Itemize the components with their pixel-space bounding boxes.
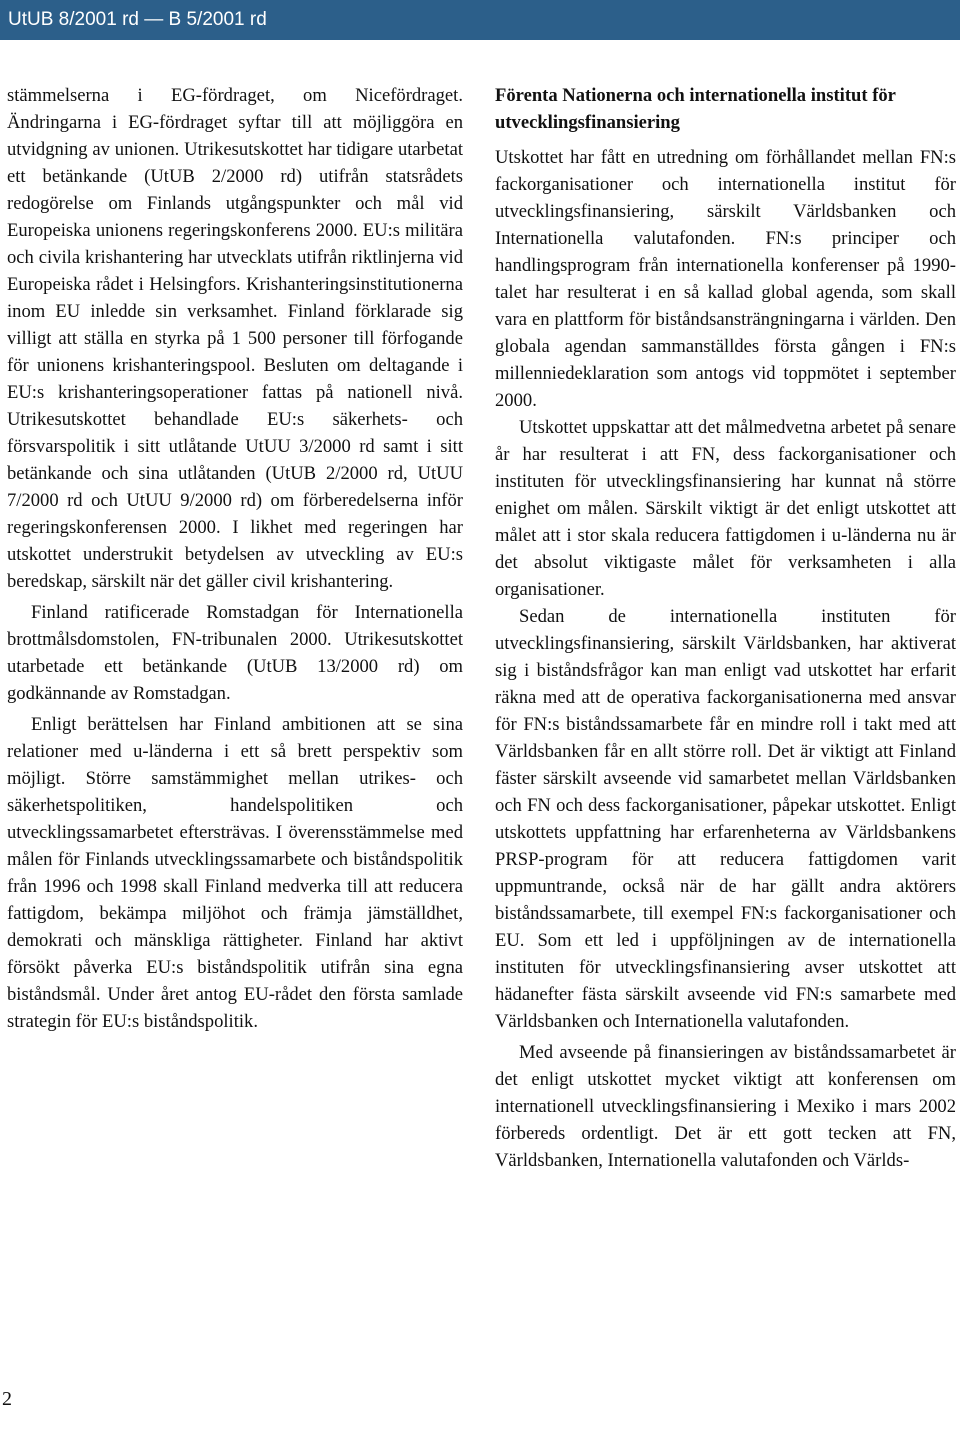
left-column — [7, 82, 463, 1035]
running-header — [0, 0, 960, 40]
paragraph: Enligt berättelsen har Finland ambitionen att se sina relationer med u-länderna i ett så brett perspektiv som möjligt. Större samstämmighet mellan utrikes- och säkerhetspolitiken, handelspolitiken och utvecklingssamarbetet eftersträvas. I överensstämmelse med målen för Finlands utvecklingssamarbete och biståndspolitik från 1996 och 1998 skall Finland medverka till att reducera fattigdom, bekämpa miljöhot och främja jämställdhet, demokrati och mänskliga rättigheter. Finland har aktivt försökt påverka EU:s biståndspolitik utifrån sina egna biståndsmål. Under året antog EU-rådet den första samlade strategin för EU:s biståndspolitik. — [7, 714, 463, 1032]
paragraph: Sedan de internationella instituten för utvecklingsfinansiering, särskilt Världsbanken, har aktiverat sig i biståndsfrågor kan man enligt vad utskottet har erfarit räkna med att de operativa fackorganisationerna med ansvar för FN:s biståndssamarbete får en mindre roll i takt med att Världsbanken får en allt större roll. Det är viktigt att Finland fäster särskilt avseende vid samarbetet mellan Världsbanken och FN och dess fackorganisationer, påpekar utskottet. Enligt utskottets uppfattning har erfarenheterna av Världsbankens PRSP-program för att reducera fattigdomen varit uppmuntrande, också när de har gällt andra aktörers biståndssamarbete, till exempel FN:s fackorganisationer och EU. Som ett led i uppföljningen av de internationella instituten för utvecklingsfinansiering avser utskottet att hädanefter fästa särskilt avseende vid FN:s samarbete med Världsbanken och Internationella valutafonden. — [495, 606, 956, 1032]
right-column — [495, 82, 956, 1174]
header-title: UtUB 8/2001 rd — B 5/2001 rd — [8, 9, 267, 30]
paragraph: Med avseende på finansieringen av biståndssamarbetet är det enligt utskottet mycket viktigt att konferensen om internationell utvecklingsfinansiering i Mexiko i mars 2002 förbereds ordentligt. Det är ett gott tecken att FN, Världsbanken, Internationella valutafonden och Världs- — [495, 1042, 956, 1171]
paragraph: stämmelserna i EG-fördraget, om Nicefördraget. Ändringarna i EG-fördraget syftar till att möjliggöra en utvidgning av unionen. Utrikesutskottet har tidigare utarbetat ett betänkande (UtUB 2/2000 rd) utifrån statsrådets redogörelse om Finlands utgångspunkter och mål vid Europeiska unionens regeringskonferens 2000. EU:s militära och civila krishantering har utvecklats utifrån riktlinjerna vid Europeiska rådet i Helsingfors. Krishanteringsinstitutionerna inom EU inledde sin verksamhet. Finland förklarade sig villigt att ställa en styrka på 1 500 personer till förfogande för unionens krishanteringspool. Besluten om deltagande i EU:s krishanteringsoperationer fattas på nationell nivå. Utrikesutskottet behandlade EU:s säkerhets- och försvarspolitik i sitt utlåtande UtUU 3/2000 rd samt i sitt betänkande och sina utlåtanden (UtUB 2/2000 rd, UtUU 7/2000 rd och UtUU 9/2000 rd) om förberedelserna inför regeringskonferensen 2000. I likhet med regeringen har utskottet understrukit betydelsen av utveckling av EU:s beredskap, särskilt när det gäller civil krishantering. — [7, 85, 463, 592]
paragraph: Finland ratificerade Romstadgan för Internationella brottmålsdomstolen, FN-tribunalen 2000. Utrikesutskottet utarbetade ett betänkande (UtUB 13/2000 rd) om godkännande av Romstadgan. — [7, 602, 463, 704]
paragraph: Utskottet har fått en utredning om förhållandet mellan FN:s fackorganisationer och internationella institut för utvecklingsfinansiering, särskilt Världsbanken och Internationella valutafonden. FN:s principer och handlingsprogram från internationella konferenser på 1990-talet har resulterat i en så kallad global agenda, som skall vara en plattform för biståndsansträngningarna i världen. Den globala agendan sammanställdes första gången i FN:s millenniedeklaration som antogs vid toppmötet i september 2000. — [495, 147, 956, 411]
paragraph: Utskottet uppskattar att det målmedvetna arbetet på senare år har resulterat i att FN, dess fackorganisationer och instituten för utvecklingsfinansiering har kunnat nå större enighet om målen. Särskilt viktigt är det enligt utskottet att målet att i stor skala reducera fattigdomen i u-länderna nu är det absolut viktigaste målet för verksamheten i alla organisationer. — [495, 417, 956, 600]
page-number: 2 — [2, 1388, 12, 1410]
section-heading: Förenta Nationerna och internationella institut för utvecklingsfinansiering — [495, 85, 896, 133]
